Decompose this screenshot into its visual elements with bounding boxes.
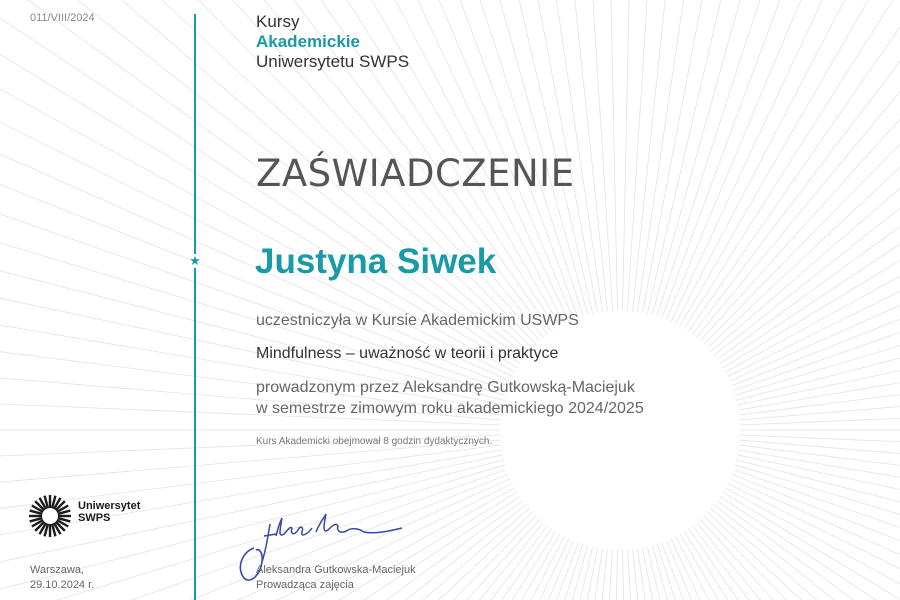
course-details bbox=[256, 377, 644, 419]
place: Warszawa, bbox=[30, 564, 84, 576]
signer-block bbox=[256, 563, 416, 593]
course-name: Mindfulness – uważność w teorii i praktyce bbox=[256, 345, 559, 362]
document-number: 011/VIII/2024 bbox=[30, 12, 95, 24]
teal-divider-line bbox=[194, 14, 196, 600]
university-logo-text bbox=[78, 500, 140, 524]
date: 29.10.2024 r. bbox=[30, 579, 95, 591]
logo-line-1: Uniwersytet bbox=[78, 500, 141, 512]
certificate-title: ZAŚWIADCZENIE bbox=[256, 152, 575, 195]
brand-line-1: Kursy bbox=[256, 12, 300, 31]
brand-line-3: Uniwersytetu SWPS bbox=[256, 52, 410, 71]
hours-note: Kurs Akademicki obejmował 8 godzin dydaktycznych. bbox=[256, 436, 493, 447]
brand-header bbox=[256, 12, 409, 72]
logo-line-2: SWPS bbox=[78, 512, 111, 524]
place-and-date bbox=[30, 563, 94, 593]
lead-text-2: w semestrze zimowym roku akademickiego 2024/2025 bbox=[256, 400, 644, 417]
lead-text-1: prowadzonym przez Aleksandrę Gutkowską-Maciejuk bbox=[256, 379, 635, 396]
recipient-name: Justyna Siwek bbox=[255, 242, 497, 281]
signer-name: Aleksandra Gutkowska-Maciejuk bbox=[256, 564, 416, 576]
star-icon: ★ bbox=[189, 253, 201, 268]
participation-text: uczestniczyła w Kursie Akademickim USWPS bbox=[256, 312, 579, 329]
brand-line-2: Akademickie bbox=[256, 32, 360, 51]
swps-logo-icon bbox=[28, 494, 72, 538]
signer-role: Prowadząca zajęcia bbox=[256, 579, 354, 591]
